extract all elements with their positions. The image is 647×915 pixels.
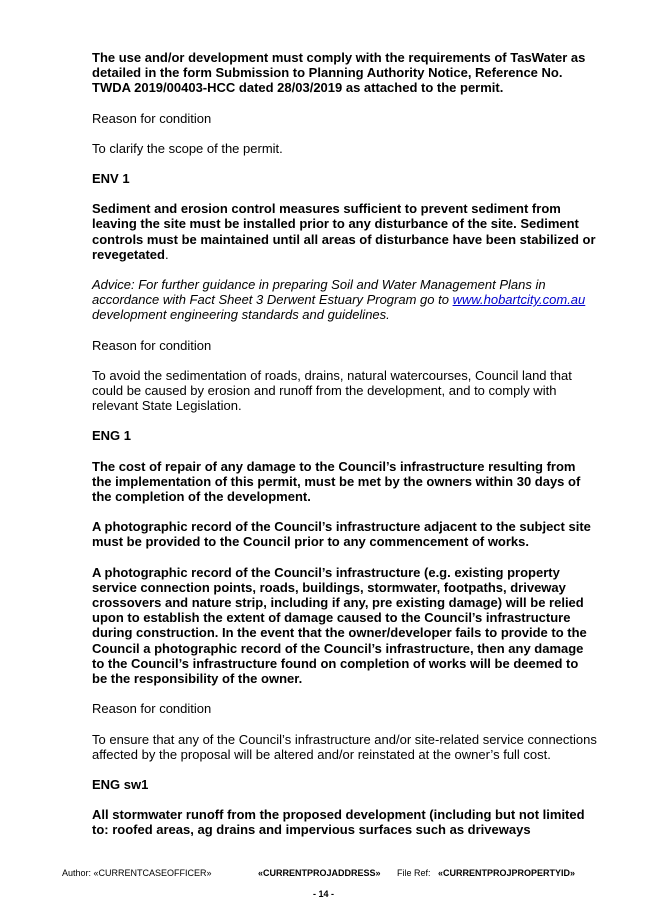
footer-fileref-label: File Ref:: [397, 868, 431, 878]
advice-text: Advice: For further guidance in preparing Soil and Water Management Plans in accordance with Fact Sheet 3 Derwent Estuary Program go to: [92, 277, 546, 308]
condition-heading-eng1: ENG 1: [92, 428, 132, 444]
reason-heading: Reason for condition: [92, 337, 212, 353]
reason-text: To ensure that any of the Council’s infrastructure and/or site-related service connections affected by the proposal will be altered and/or reinstated at the owner’s full cost.: [92, 731, 597, 762]
reason-text: To clarify the scope of the permit.: [92, 140, 283, 156]
env1-condition-period: .: [164, 246, 169, 262]
eng1-repair-cost-text: The cost of repair of any damage to the Council’s infrastructure resulting from the implementation of this permit, must be met by the owners within 30 days of the completion of the development.: [92, 458, 581, 505]
reason-text: To avoid the sedimentation of roads, drains, natural watercourses, Council land that could be caused by erosion and runoff from the development, and to comply with relevant State Legislation.: [92, 367, 572, 414]
engsw1-stormwater-text: All stormwater runoff from the proposed development (including but not limited to: roofed areas, ag drains and impervious surfaces such as driveways: [92, 807, 585, 838]
page-number: - 14 -: [312, 889, 334, 899]
condition-heading-engsw1: ENG sw1: [92, 776, 149, 792]
taswater-condition-text: The use and/or development must comply with the requirements of TasWater as detailed in the form Submission to Planning Authority Notice, Reference No. TWDA 2019/00403-HCC dated 28/03/2019 as attached to the permit.: [92, 50, 586, 96]
footer-address: «CURRENTPROJADDRESS»: [258, 868, 381, 878]
eng1-photo-record-text: A photographic record of the Council’s infrastructure adjacent to the subject site must be provided to the Council prior to any commencement of works.: [92, 519, 591, 550]
env1-condition: [92, 201, 597, 262]
footer-fileref-value: «CURRENTPROJPROPERTYID»: [438, 868, 576, 878]
page-footer: [0, 867, 647, 881]
page-body: [92, 50, 597, 838]
hobartcity-link[interactable]: www.hobartcity.com.au: [452, 292, 586, 308]
footer-author: Author: «CURRENTCASEOFFICER»: [62, 868, 212, 878]
env1-advice: [92, 277, 597, 323]
condition-heading-env1: ENV 1: [92, 171, 130, 187]
env1-condition-text: Sediment and erosion control measures sufficient to prevent sediment from leaving the site must be installed prior to any disturbance of the site. Sediment controls must be maintained until all areas of disturbance have been stabilized or revegetated: [92, 201, 596, 262]
advice-text-end: development engineering standards and guidelines.: [92, 307, 390, 323]
reason-heading: Reason for condition: [92, 701, 212, 717]
reason-heading: Reason for condition: [92, 110, 212, 126]
eng1-photo-record-detail: A photographic record of the Council’s infrastructure (e.g. existing property service connection points, roads, buildings, stormwater, footpaths, driveway crossovers and nature strip, including if any, pre existing damage) will be relied upon to establish the extent of damage caused to the Council’s infrastructure during construction. In the event that the owner/developer fails to provide to the Council a photographic record of the Council’s infrastructure, then any damage to the Council’s infrastructure found on completion of works will be deemed to be the responsibility of the owner.: [92, 564, 587, 687]
